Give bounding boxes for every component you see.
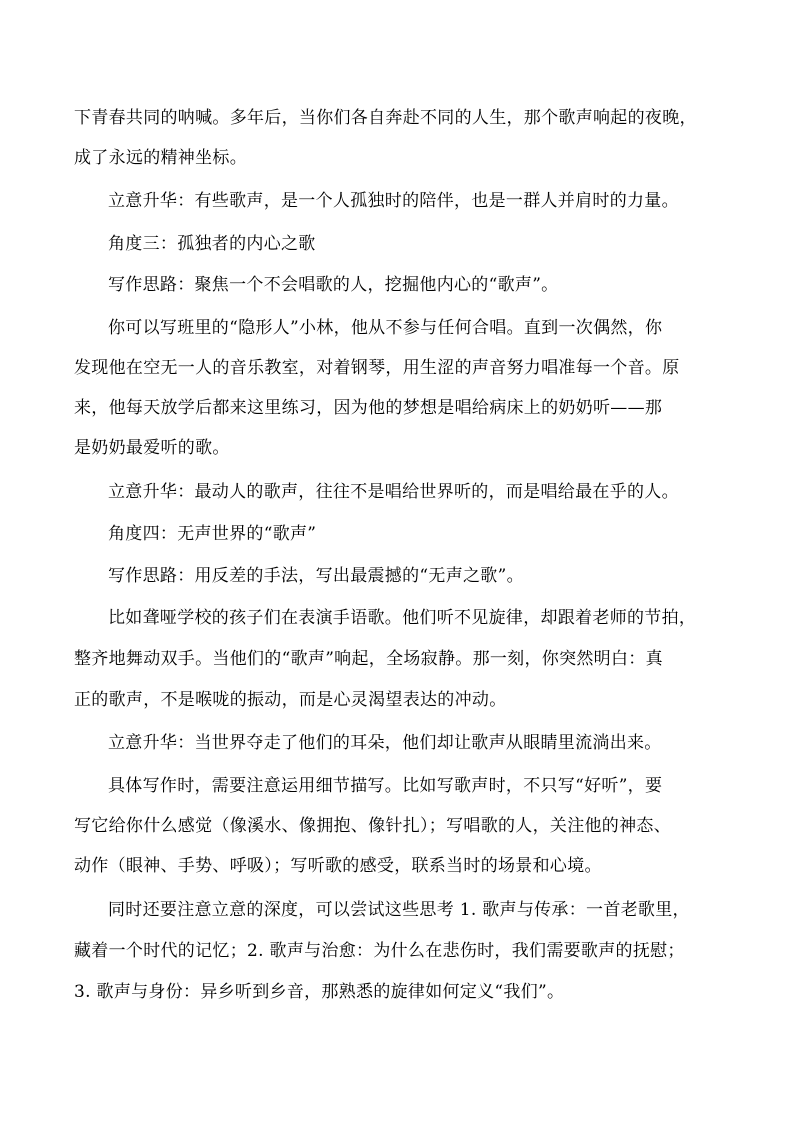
section-heading: 角度三：孤独者的内心之歌: [108, 234, 316, 254]
paragraph-line: 写作思路：用反差的手法，写出最震撼的“无声之歌”。: [108, 566, 524, 586]
paragraph-line: 同时还要注意立意的深度，可以尝试这些思考 1. 歌声与传承：一首老歌里，: [108, 900, 690, 920]
text-line: 来，他每天放学后都来这里练习，因为他的梦想是唱给病床上的奶奶听——那: [74, 398, 663, 418]
text-line: 3. 歌声与身份：异乡听到乡音，那熟悉的旋律如何定义“我们”。: [74, 982, 565, 1002]
paragraph-line: 立意升华：当世界夺走了他们的耳朵，他们却让歌声从眼睛里流淌出来。: [108, 733, 662, 753]
section-heading: 角度四：无声世界的“歌声”: [108, 524, 317, 544]
text-line: 正的歌声，不是喉咙的振动，而是心灵渴望表达的冲动。: [74, 690, 507, 710]
text-line: 写它给你什么感觉（像溪水、像拥抱、像针扎）；写唱歌的人，关注他的神态、: [74, 816, 671, 836]
text-line: 下青春共同的呐喊。多年后，当你们各自奔赴不同的人生，那个歌声响起的夜晚，: [74, 108, 697, 128]
text-line: 动作（眼神、手势、呼吸）；写听歌的感受，联系当时的场景和心境。: [74, 856, 602, 876]
text-line: 发现他在空无一人的音乐教室，对着钢琴，用生涩的声音努力唱准每一个音。原: [74, 358, 680, 378]
paragraph-line: 比如聋哑学校的孩子们在表演手语歌。他们听不见旋律，却跟着老师的节拍，: [108, 608, 697, 628]
text-line: 成了永远的精神坐标。: [74, 148, 247, 168]
text-line: 藏着一个时代的记忆；2. 歌声与治愈：为什么在悲伤时，我们需要歌声的抚慰；: [74, 941, 685, 961]
text-line: 是奶奶最爱听的歌。: [74, 438, 230, 458]
paragraph-line: 立意升华：最动人的歌声，往往不是唱给世界听的，而是唱给最在乎的人。: [108, 482, 679, 502]
paragraph-line: 写作思路：聚焦一个不会唱歌的人，挖掘他内心的“歌声”。: [108, 275, 559, 295]
paragraph-line: 你可以写班里的“隐形人”小林，他从不参与任何合唱。直到一次偶然，你: [108, 318, 663, 338]
text-line: 整齐地舞动双手。当他们的“歌声”响起，全场寂静。那一刻，你突然明白：真: [74, 649, 663, 669]
paragraph-line: 具体写作时，需要注意运用细节描写。比如写歌声时，不只写“好听”，要: [108, 776, 663, 796]
paragraph-line: 立意升华：有些歌声，是一个人孤独时的陪伴，也是一群人并肩时的力量。: [108, 191, 679, 211]
